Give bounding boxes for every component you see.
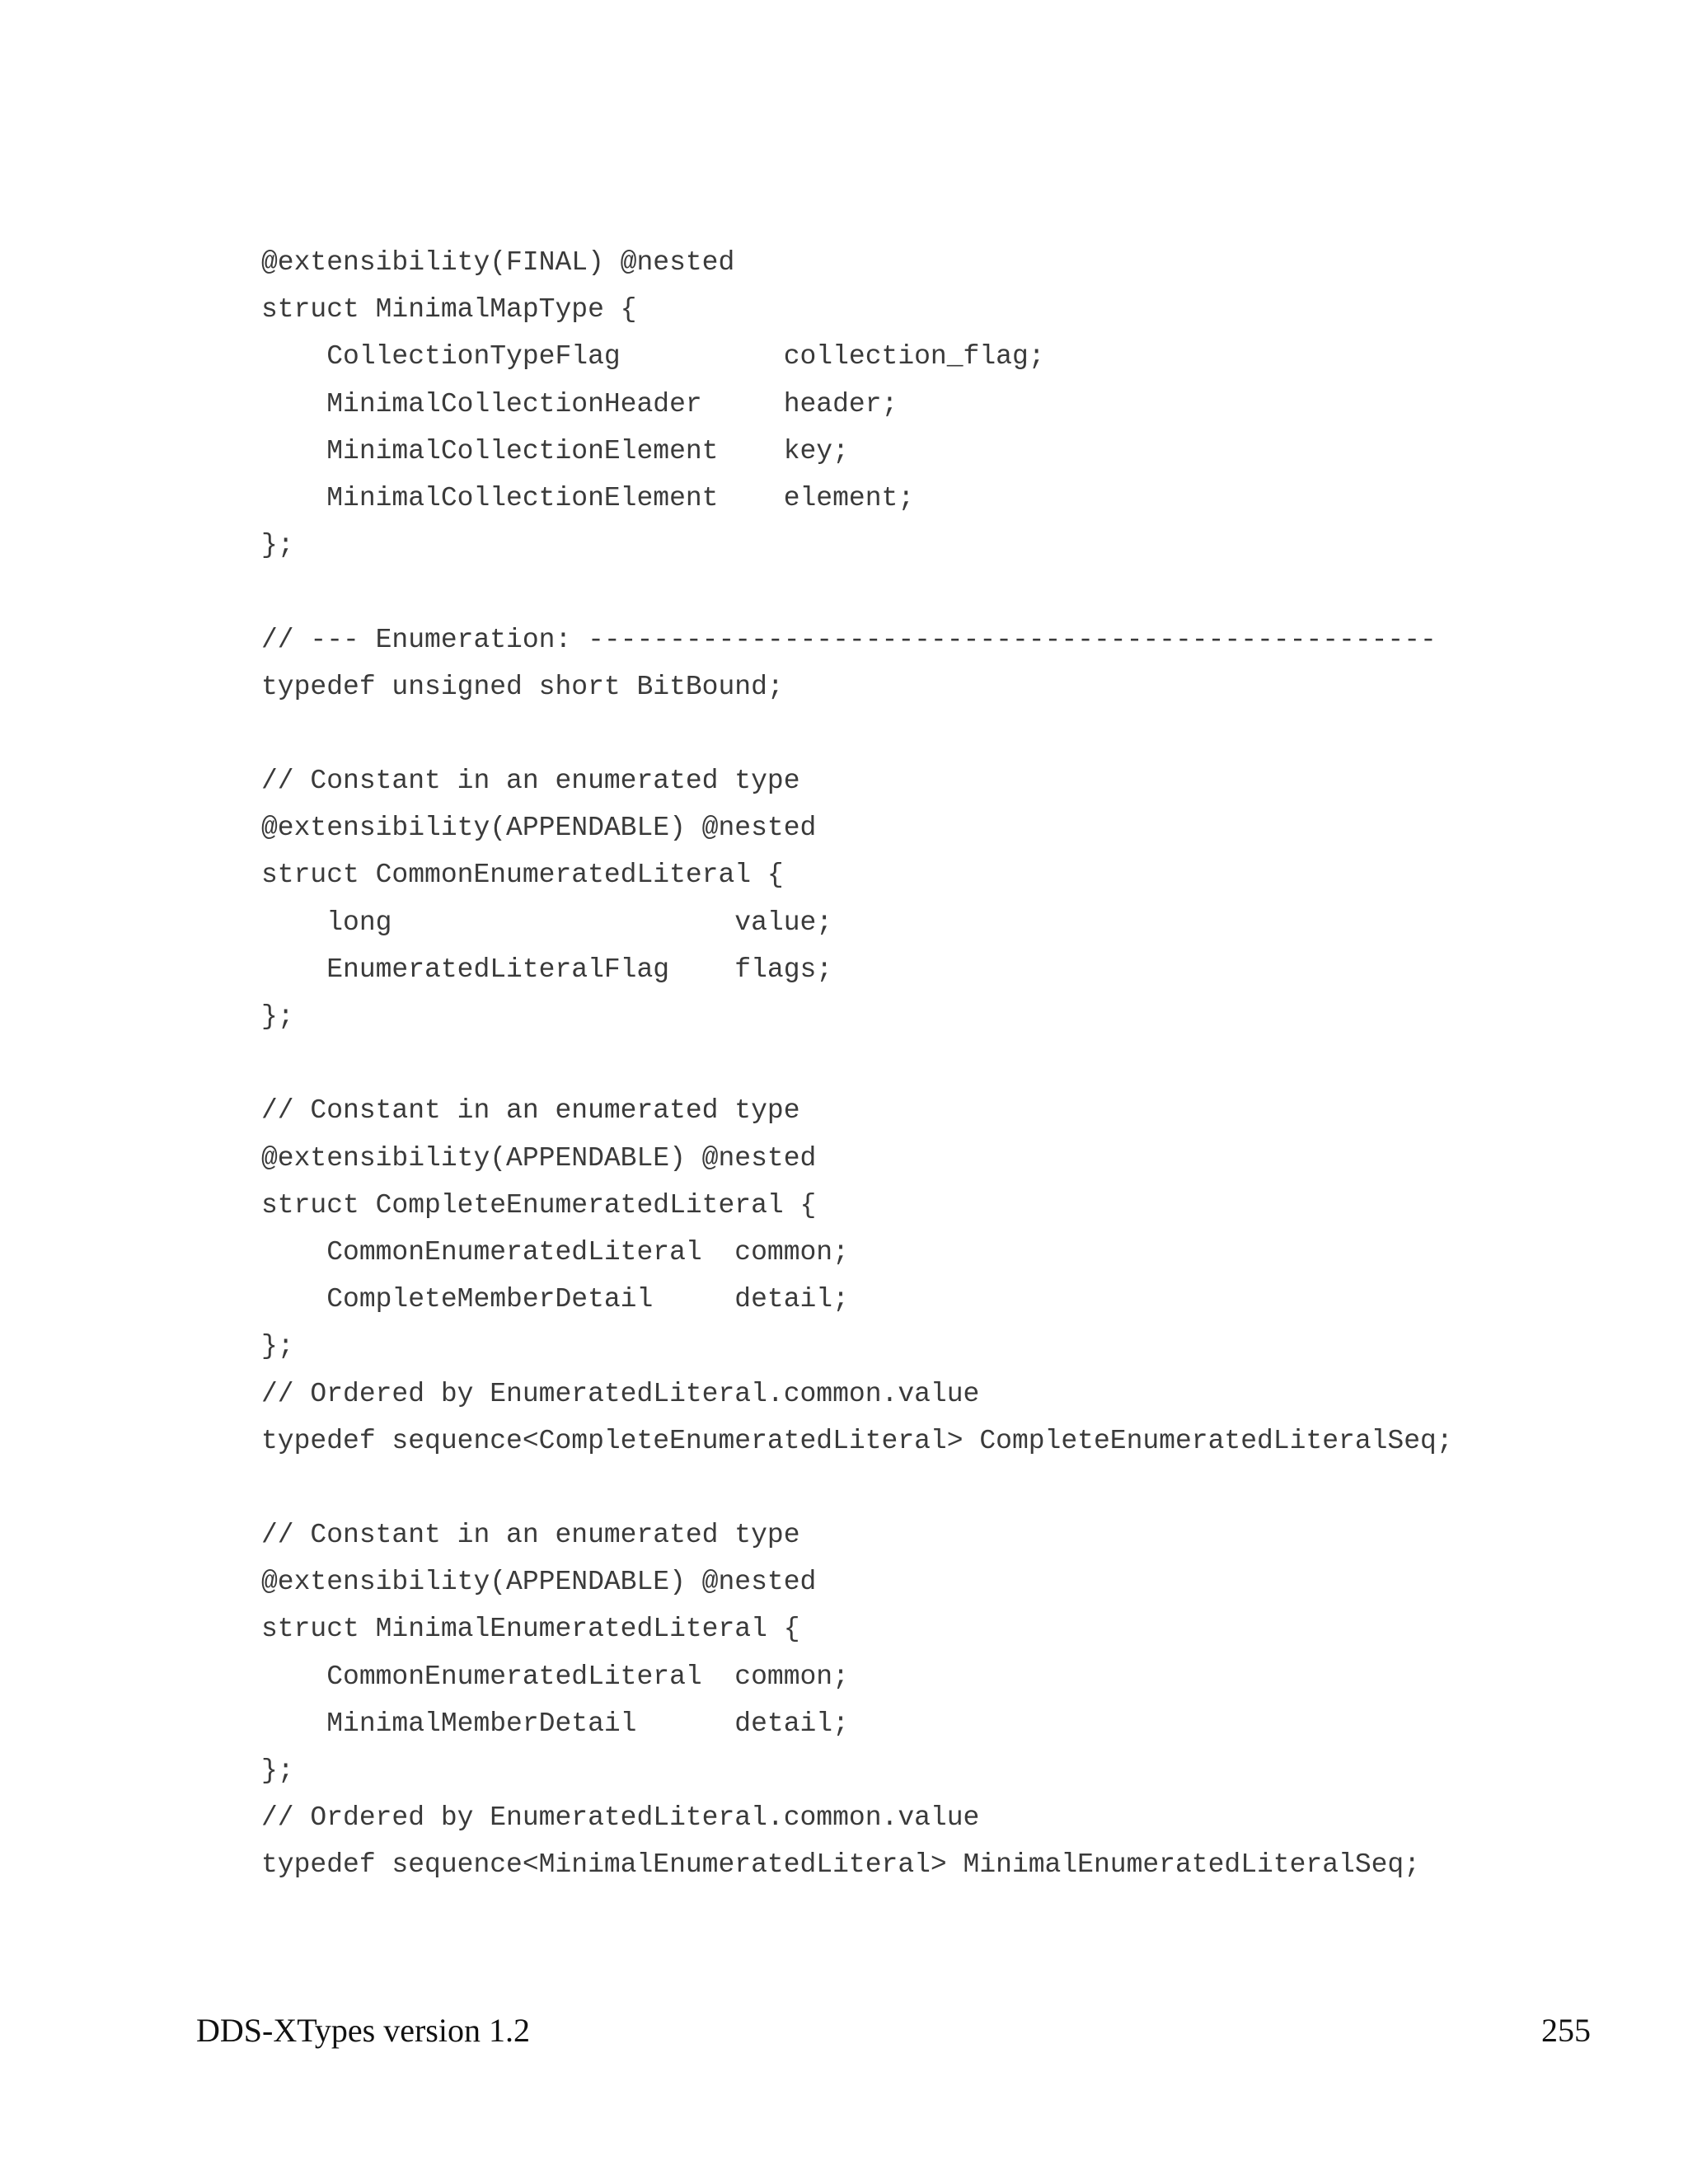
code-line [261, 569, 1662, 616]
code-line: long value; [261, 907, 833, 938]
code-line: EnumeratedLiteralFlag flags; [261, 954, 833, 985]
idl-code-listing [261, 239, 1662, 1889]
code-line: MinimalCollectionElement key; [261, 435, 849, 466]
code-line: @extensibility(APPENDABLE) @nested [261, 1142, 817, 1174]
code-line [261, 1040, 1662, 1087]
code-line: CommonEnumeratedLiteral common; [261, 1236, 849, 1268]
code-line: CommonEnumeratedLiteral common; [261, 1661, 849, 1692]
code-line: // Constant in an enumerated type [261, 766, 800, 797]
code-line: CollectionTypeFlag collection_flag; [261, 341, 1045, 373]
code-line: struct MinimalEnumeratedLiteral { [261, 1614, 800, 1645]
footer-document-title: DDS-XTypes version 1.2 [196, 2012, 530, 2049]
code-line: @extensibility(FINAL) @nested [261, 247, 735, 278]
code-line: typedef unsigned short BitBound; [261, 671, 784, 702]
code-line: struct CommonEnumeratedLiteral { [261, 860, 784, 891]
code-line: struct MinimalMapType { [261, 294, 637, 326]
code-line: @extensibility(APPENDABLE) @nested [261, 1567, 817, 1598]
code-line: // Ordered by EnumeratedLiteral.common.value [261, 1802, 980, 1834]
code-line: }; [261, 1331, 294, 1362]
code-line: MinimalCollectionElement element; [261, 482, 915, 513]
code-line: // Ordered by EnumeratedLiteral.common.value [261, 1378, 980, 1409]
code-line [261, 1465, 1662, 1511]
code-line: MinimalCollectionHeader header; [261, 388, 898, 419]
code-line: typedef sequence<CompleteEnumeratedLiteral> CompleteEnumeratedLiteralSeq; [261, 1425, 1453, 1456]
code-line: // Constant in an enumerated type [261, 1520, 800, 1551]
code-line: // --- Enumeration: ---------------------------------------------------- [261, 624, 1437, 655]
code-line: }; [261, 530, 294, 561]
code-line [261, 710, 1662, 757]
code-line: CompleteMemberDetail detail; [261, 1284, 849, 1315]
code-line: @extensibility(APPENDABLE) @nested [261, 813, 817, 844]
code-line: typedef sequence<MinimalEnumeratedLiteral> MinimalEnumeratedLiteralSeq; [261, 1849, 1421, 1881]
code-line: MinimalMemberDetail detail; [261, 1708, 849, 1739]
footer-page-number: 255 [1541, 2012, 1591, 2049]
code-line: struct CompleteEnumeratedLiteral { [261, 1189, 817, 1221]
code-line: }; [261, 1755, 294, 1786]
code-line: }; [261, 1001, 294, 1032]
code-line: // Constant in an enumerated type [261, 1095, 800, 1127]
